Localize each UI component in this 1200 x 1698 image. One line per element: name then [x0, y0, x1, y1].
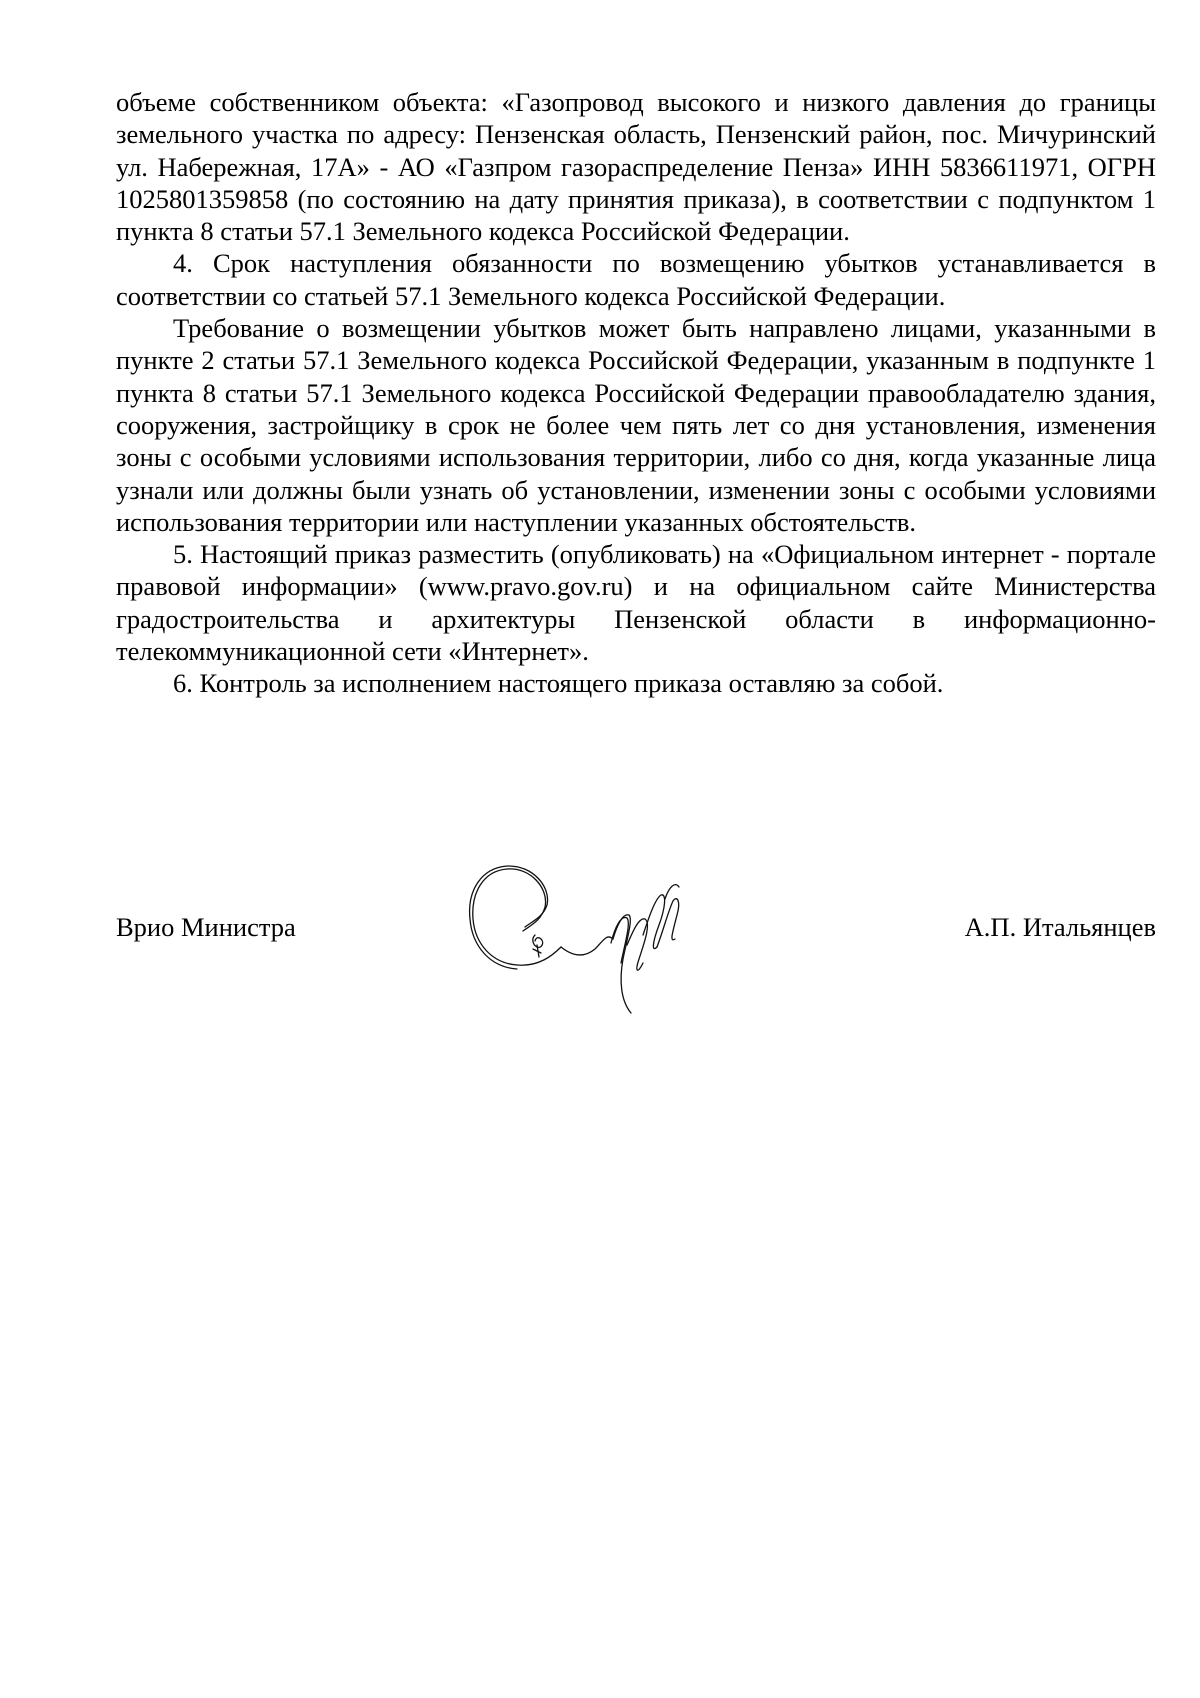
paragraph-item-4: 4. Срок наступления обязанности по возмещению убытков устанавливается в соответствии со статьей 57.1 Земельного кодекса Российской Федерации.: [116, 248, 1156, 311]
document-body: [116, 86, 1156, 700]
signatory-name: А.П. Итальянцев: [964, 912, 1156, 942]
paragraph-damages-claim: Требование о возмещении убытков может быть направлено лицами, указанными в пункте 2 статьи 57.1 Земельного кодекса Российской Федерации, указанным в подпункте 1 пункта 8 статьи 57.1 Земельного кодекса Российской Федерации правообладателю здания, сооружения, застройщику в срок не более чем пять лет со дня установления, изменения зоны с особыми условиями использования территории, либо со дня, когда указанные лица узнали или должны были узнать об установлении, изменении зоны с особыми условиями использования территории или наступлении указанных обстоятельств.: [116, 313, 1156, 537]
paragraph-item-5: 5. Настоящий приказ разместить (опубликовать) на «Официальном интернет - портале правовой информации» (www.pravo.gov.ru) и на официальном сайте Министерства градостроительства и архитектуры Пензенской области в информационно-телекоммуникационной сети «Интернет».: [116, 539, 1156, 667]
paragraph-item-6: 6. Контроль за исполнением настоящего приказа оставляю за собой.: [173, 668, 944, 699]
handwritten-signature: [461, 835, 711, 1015]
signatory-position: Врио Министра: [116, 912, 296, 942]
signature-block: [116, 895, 1156, 1055]
paragraph-continuation: объеме собственником объекта: «Газопровод высокого и низкого давления до границы земельного участка по адресу: Пензенская область, Пензенский район, пос. Мичуринский ул. Набережная, 17А» - АО «Газпром газораспределение Пенза» ИНН 5836611971, ОГРН 1025801359858 (по состоянию на дату принятия приказа), в соответствии с подпунктом 1 пункта 8 статьи 57.1 Земельного кодекса Российской Федерации.: [116, 87, 1156, 247]
